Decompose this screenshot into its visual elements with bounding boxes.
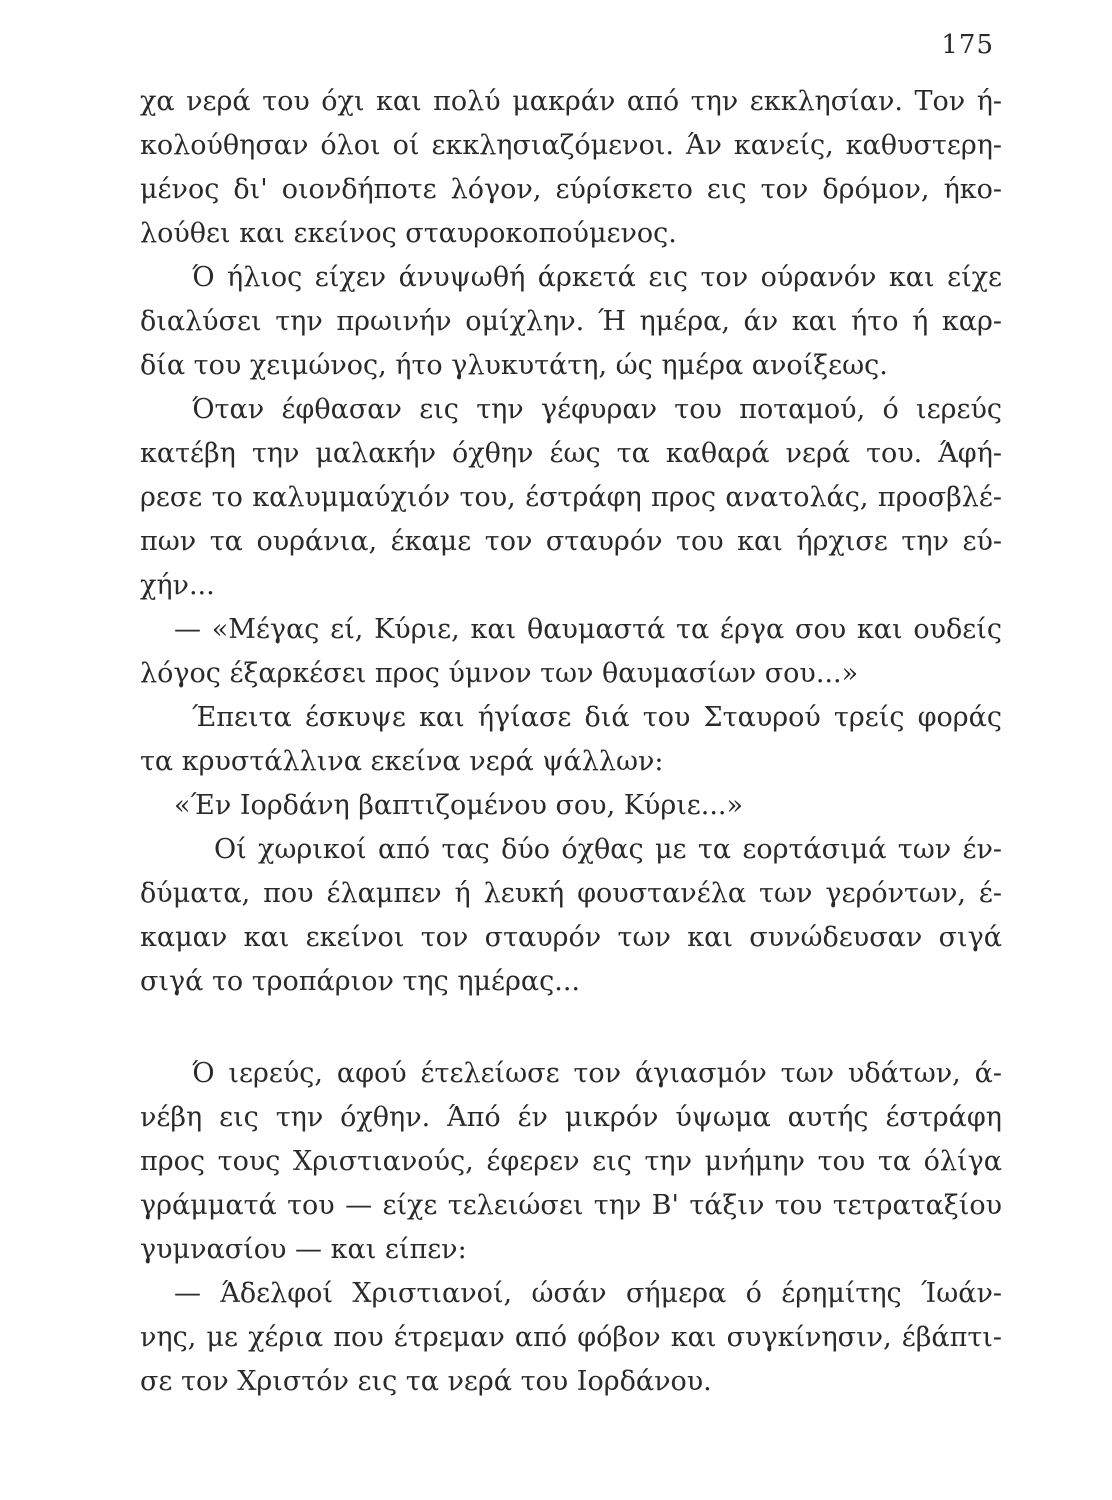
text-line: γράμματά του — είχε τελειώσει την Β' τάξιν του τετραταξίου — [140, 1190, 1002, 1221]
text-line: τα κρυστάλλινα εκείνα νερά ψάλλων: — [140, 746, 664, 777]
text-line: δία του χειμώνος, ήτο γλυκυτάτη, ώς ημέρα ανοίξεως. — [140, 350, 888, 381]
text-line: γυμνασίου — και είπεν: — [140, 1234, 467, 1265]
section-break — [140, 1004, 1002, 1052]
text-line: «Έν Ιορδάνη βαπτιζομένου σου, Κύριε...» — [174, 790, 744, 821]
text-line: ρεσε το καλυμμαύχιόν του, έστράφη προς ανατολάς, προσβλέ- — [140, 482, 1002, 513]
text-section-2 — [140, 1052, 1002, 1404]
text-line: λούθει και εκείνος σταυροκοπούμενος. — [140, 218, 677, 249]
page-body — [140, 80, 1002, 1404]
text-line: Οί χωρικοί από τας δύο όχθας με τα εορτάσιμά των έν- — [214, 834, 1002, 865]
text-line: χα νερά του όχι και πολύ μακράν από την εκκλησίαν. Τον ή- — [140, 86, 1002, 117]
text-line: πων τα ουράνια, έκαμε τον σταυρόν του και ήρχισε την εύ- — [140, 526, 1002, 557]
text-line: προς τους Χριστιανούς, έφερεν εις την μνήμην του τα όλίγα — [140, 1146, 1002, 1177]
text-line: νέβη εις την όχθην. Άπό έν μικρόν ύψωμα αυτής έστράφη — [140, 1102, 1002, 1133]
text-line: διαλύσει την πρωινήν ομίχλην. Ή ημέρα, άν και ήτο ή καρ- — [140, 306, 1002, 337]
page-number: 175 — [941, 30, 994, 60]
text-line: σιγά το τροπάριον της ημέρας... — [140, 966, 581, 997]
text-line: Όταν έφθασαν εις την γέφυραν του ποταμού, ό ιερεύς — [192, 394, 1002, 425]
text-line: κατέβη την μαλακήν όχθην έως τα καθαρά νερά του. Άφή- — [140, 438, 1002, 469]
text-line: χήν... — [140, 570, 215, 601]
text-line: Ό ιερεύς, αφού έτελείωσε τον άγιασμόν των υδάτων, ά- — [192, 1058, 1002, 1089]
text-line: καμαν και εκείνοι τον σταυρόν των και συνώδευσαν σιγά — [140, 922, 1002, 953]
text-line: κολούθησαν όλοι οί εκκλησιαζόμενοι. Άν κανείς, καθυστερη- — [140, 130, 1002, 161]
text-section-1 — [140, 80, 1002, 1004]
text-line: Ό ήλιος είχεν άνυψωθή άρκετά εις τον ούρανόν και είχε — [192, 262, 1002, 293]
text-line: μένος δι' οιονδήποτε λόγον, εύρίσκετο εις τον δρόμον, ήκο- — [140, 174, 1002, 205]
text-line: Έπειτα έσκυψε και ήγίασε διά του Σταυρού τρείς φοράς — [192, 702, 1002, 733]
text-line: σε τον Χριστόν εις τα νερά του Ιορδάνου. — [140, 1366, 712, 1397]
text-line: νης, με χέρια που έτρεμαν από φόβον και συγκίνησιν, έβάπτι- — [140, 1322, 1002, 1353]
text-line: λόγος έξαρκέσει προς ύμνον των θαυμασίων σου...» — [140, 658, 859, 689]
text-line: — Άδελφοί Χριστιανοί, ώσάν σήμερα ό έρημίτης Ίωάν- — [174, 1278, 1002, 1309]
text-line: δύματα, που έλαμπεν ή λευκή φουστανέλα των γερόντων, έ- — [140, 878, 1002, 909]
text-line: — «Μέγας εί, Κύριε, και θαυμαστά τα έργα σου και ουδείς — [174, 614, 1002, 645]
